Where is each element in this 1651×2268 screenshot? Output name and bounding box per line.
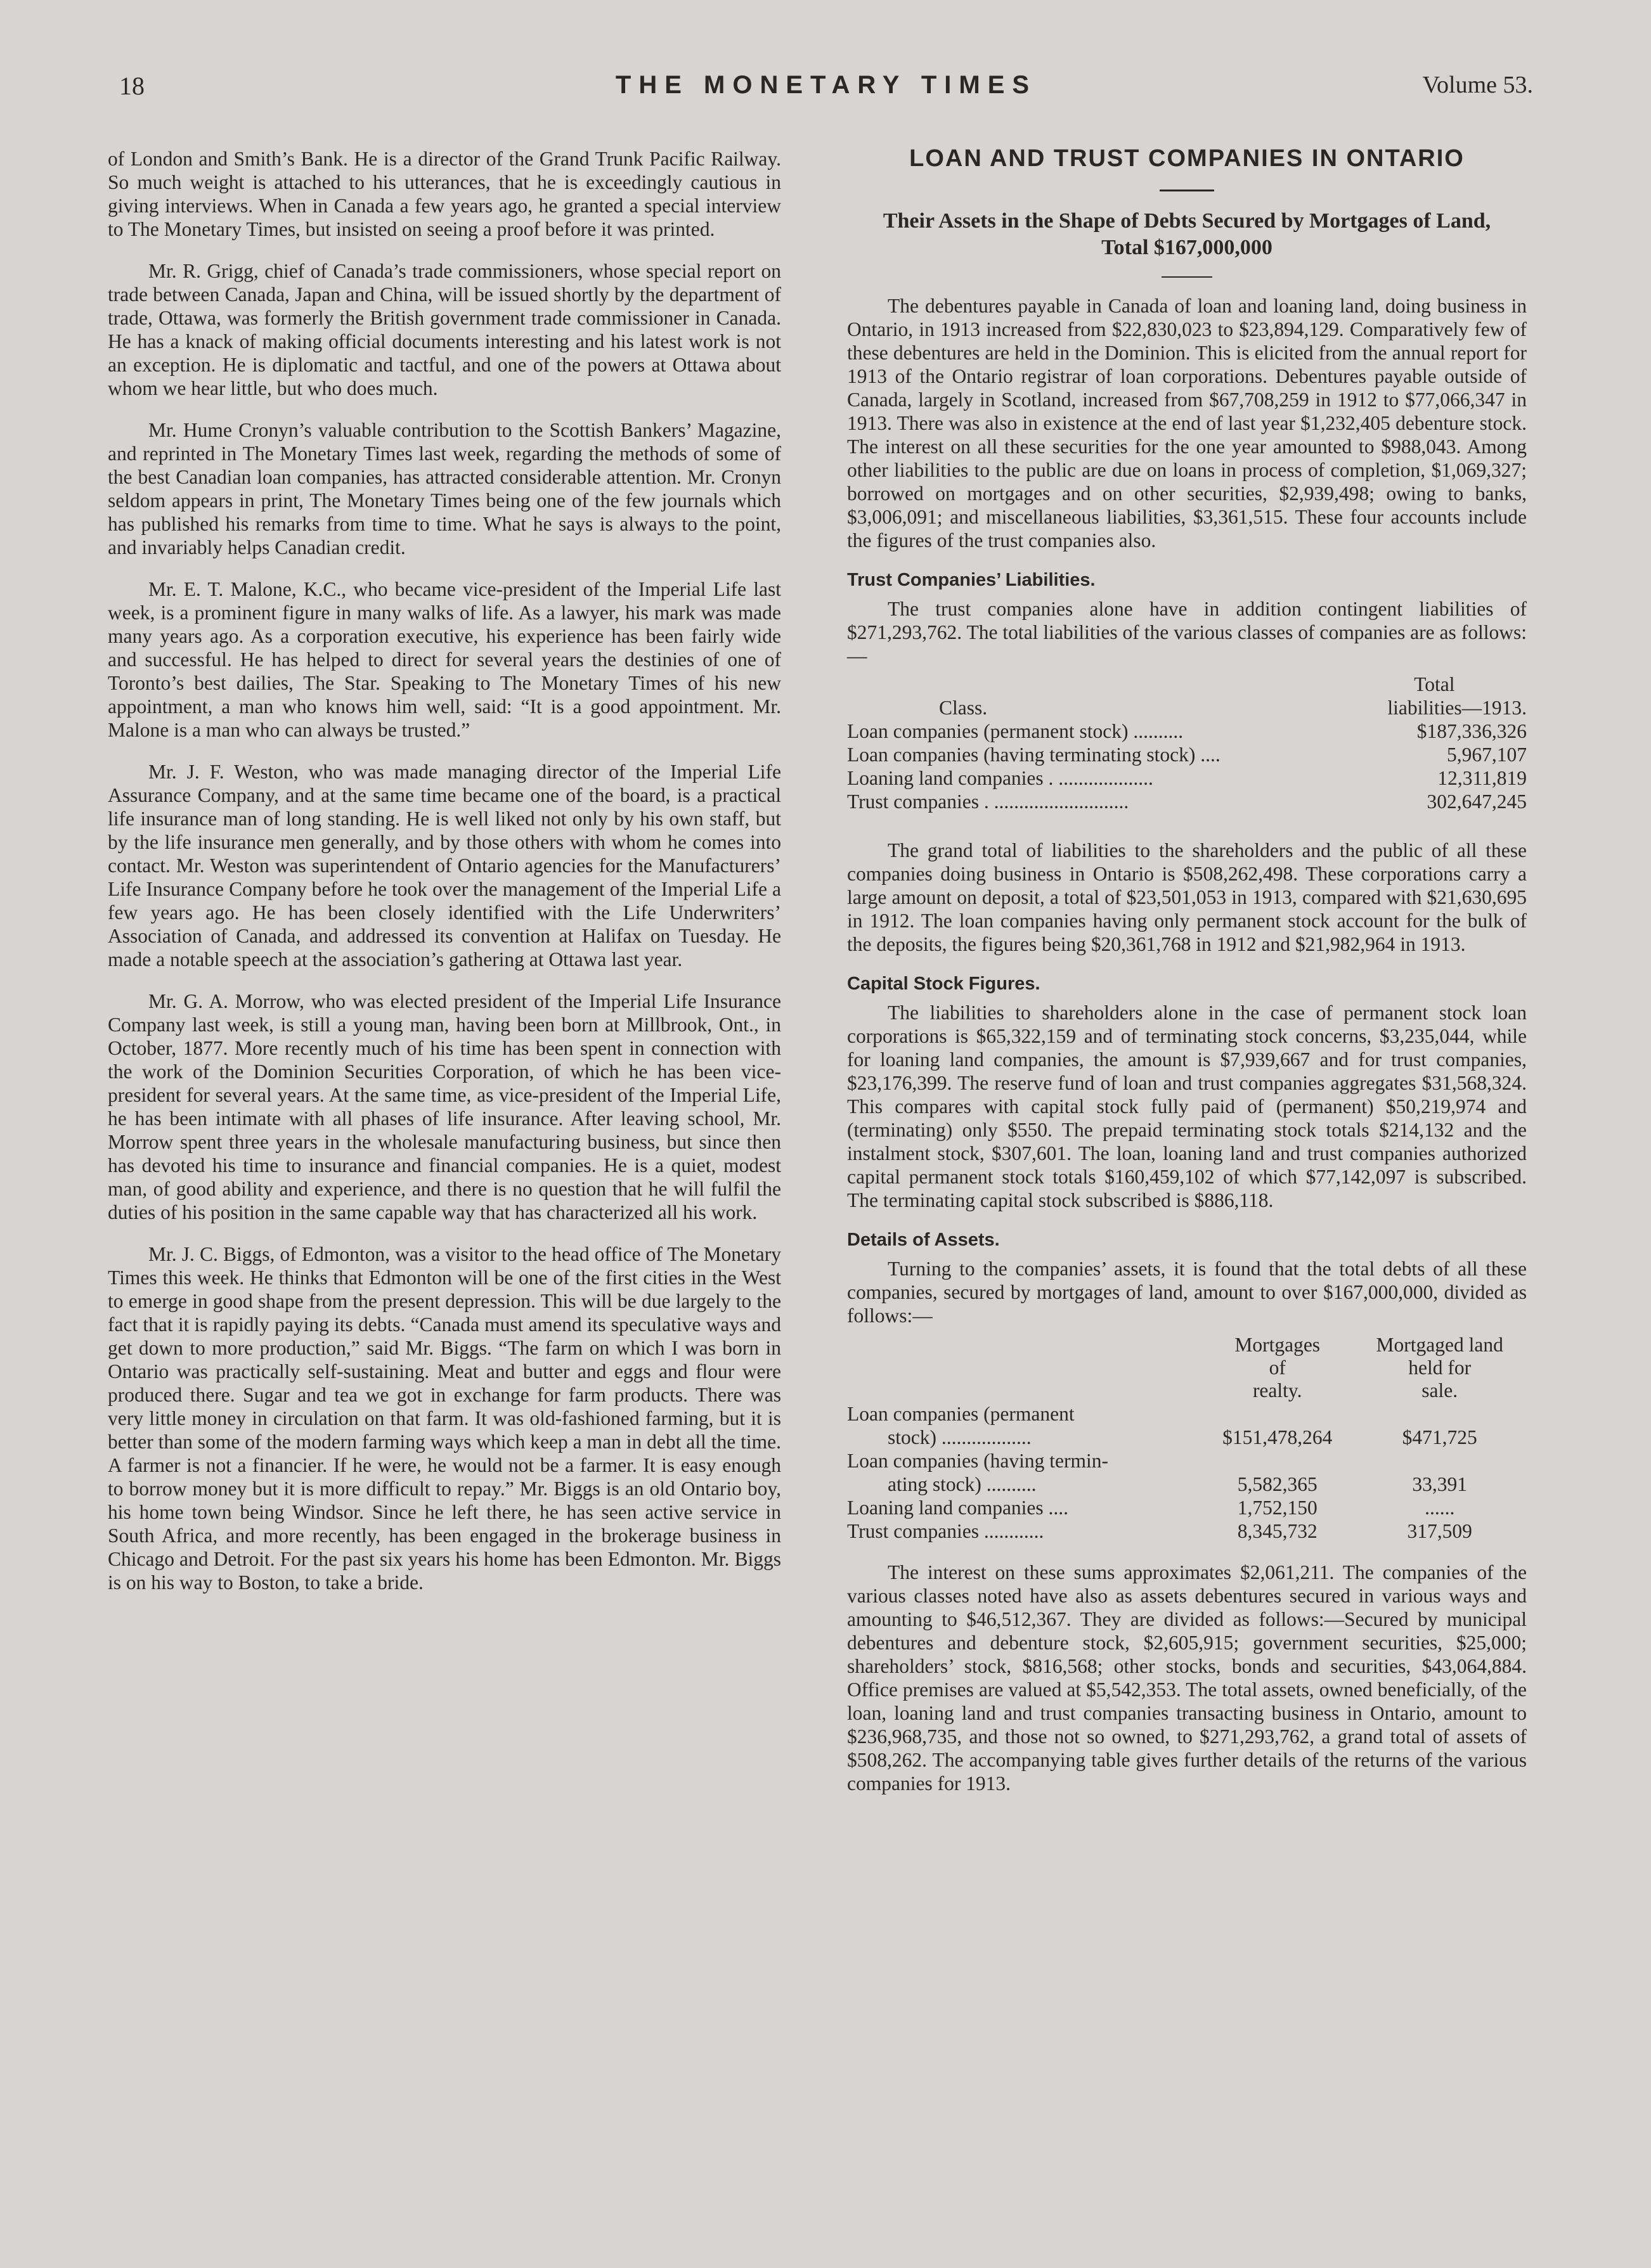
paragraph: Mr. J. F. Weston, who was made managing director of the Imperial Life Assurance Company, and at the same time became one of the board, is a practical life insurance man of long standing. He is well liked not only by his own staff, but by the life insurance men generally, and by those others with whom he comes into contact. Mr. Weston was superintendent of Ontario agencies for the Manufacturers’ Life Insurance Company before he took over the management of the Imperial Life a few years ago. He has been closely identified with the Life Underwriters’ Association of Canada, and addressed its convention at Halifax on Tuesday. He made a notable speech at the association’s gathering at Ottawa last year. — [108, 761, 781, 970]
article-subtitle: Their Assets in the Shape of Debts Secured by Mortgages of Land, Total $167,000,000 — [883, 209, 1491, 259]
land-value: 317,509 — [1407, 1520, 1472, 1542]
table-row — [847, 743, 1527, 766]
table-row — [847, 1402, 1527, 1449]
row-value: $187,336,326 — [1416, 720, 1527, 742]
paragraph: Mr. R. Grigg, chief of Canada’s trade commissioners, whose special report on trade between Canada, Japan and China, will be issued shortly by the department of trade, Ottawa, was formerly the British government trade commissioner in Canada. He has a knack of making official documents interesting and his latest work is not an exception. He is diplomatic and tactful, and one of the powers at Ottawa about whom we hear little, but who does much. — [108, 260, 781, 399]
header-line: sale. — [1421, 1379, 1458, 1401]
mortgages-value: 8,345,732 — [1237, 1520, 1318, 1542]
row-label-line: Loan companies (permanent — [847, 1403, 1075, 1425]
row-label-line: ating stock) .......... — [888, 1473, 1037, 1495]
table-row — [847, 1496, 1527, 1519]
table-row — [847, 790, 1527, 813]
right-column — [847, 147, 1527, 1812]
header-line: Mortgaged land — [1376, 1334, 1503, 1356]
row-value: 12,311,819 — [1437, 767, 1527, 789]
header-line: of — [1269, 1356, 1286, 1379]
left-column — [108, 147, 781, 1613]
row-label: Loaning land companies . ................... — [847, 767, 1153, 789]
row-label — [847, 1402, 1202, 1449]
assets-table — [847, 1334, 1527, 1543]
column-header: liabilities—1913. — [1387, 697, 1527, 719]
liabilities-paragraph: The trust companies alone have in addition contingent liabilities of $271,293,762. The total liabilities of the various classes of companies are as follows:— — [847, 598, 1527, 667]
table-row — [847, 719, 1527, 743]
row-label-line: stock) .................. — [888, 1426, 1032, 1448]
land-value: ...... — [1425, 1497, 1455, 1519]
table-row — [847, 1449, 1527, 1496]
paragraph: Mr. J. C. Biggs, of Edmonton, was a visitor to the head office of The Monetary Times this week. He thinks that Edmonton will be one of the first cities in the West to emerge in good shape from the present depression. This will be due largely to the fact that it is rapidly paying its debts. “Canada must amend its speculative ways and get down to more production,” said Mr. Biggs. “The farm on which I was born in Ontario was practically self-sustaining. Meat and butter and eggs and flour were produced there. Sugar and tea we got in exchange for farm products. There was very little money in circulation on that farm. It was old-fashioned farming, but it is better than some of the modern farming ways which keep a man in debt all the time. A farmer is not a financier. If he were, he would not be a farmer. It is easy enough to borrow money but it is more difficult to repay.” Mr. Biggs is an old Ontario boy, his home town being Windsor. Since he left there, he has seen active service in South Africa, and more recently, has been engaged in the brokerage business in Chicago and Detroit. For the past six years his home has been Edmonton. Mr. Biggs is on his way to Boston, to take a bride. — [108, 1243, 781, 1594]
page-header — [119, 71, 1533, 109]
table-row — [847, 766, 1527, 790]
paragraph: Mr. E. T. Malone, K.C., who became vice-president of the Imperial Life last week, is a prominent figure in many walks of life. As a lawyer, his mark was made many years ago. As a corporation executive, his experience has been fairly wide and successful. He has helped to direct for several years the destinies of one of Toronto’s best dailies, The Star. Speaking to The Monetary Times of his new appointment, a man who knows him well, said: “It is a good appointment. Mr. Malone is a man who can always be trusted.” — [108, 578, 781, 741]
column-header — [1352, 1334, 1527, 1402]
paragraph: of London and Smith’s Bank. He is a director of the Grand Trunk Pacific Railway. So much weight is attached to his utterances, that he is exceedingly cautious in giving interviews. When in Canada a few years ago, he granted a special interview to The Monetary Times, but insisted on seeing a proof before it was printed. — [108, 148, 781, 240]
table-header-row — [847, 696, 1527, 719]
mortgages-value: 5,582,365 — [1237, 1473, 1318, 1495]
header-line: realty. — [1252, 1379, 1302, 1401]
table-header-row — [847, 1334, 1527, 1402]
section-heading-capital: Capital Stock Figures. — [847, 974, 1040, 994]
section-heading-assets: Details of Assets. — [847, 1230, 1000, 1250]
column-header: Total — [1414, 673, 1455, 695]
closing-paragraph: The interest on these sums approximates $2,061,211. The companies of the various classes noted have also as assets debentures secured in various ways and amounting to $46,512,367. They are divided as follows:—Secured by municipal debentures and debenture stock, $2,605,915; government securities, $25,000; shareholders’ stock, $816,568; other stocks, bonds and securities, $43,064,884. Office premises are valued at $5,542,353. The total assets, owned beneficially, of the loan, loaning land and trust companies transacting business in Ontario, amount to $236,968,735, and those not so owned, to $271,293,762, a grand total of assets of $508,262. The accompanying table gives further details of the returns of the various companies for 1913. — [847, 1561, 1527, 1794]
grand-total-paragraph: The grand total of liabilities to the shareholders and the public of all these companies doing business in Ontario is $508,262,498. These corporations carry a large amount on deposit, a total of $23,501,053 in 1913, compared with $21,630,695 in 1912. The loan companies having only permanent stock account for the bulk of the deposits, the figures being $20,361,768 in 1912 and $21,982,964 in 1913. — [847, 839, 1527, 955]
intro-paragraph: The debentures payable in Canada of loan and loaning land, doing business in Ontario, in 1913 increased from $22,830,023 to $23,894,129. Comparatively few of these debentures are held in the Dominion. This is elicited from the annual report for 1913 of the Ontario registrar of loan corporations. Debentures payable outside of Canada, largely in Scotland, increased from $67,708,259 in 1912 to $77,066,347 in 1913. There was also in existence at the end of last year $1,232,405 debenture stock. The interest on all these securities for the one year amounted to $988,043. Among other liabilities to the public are due on loans in process of completion, $1,069,327; borrowed on mortgages and on other securities, $2,939,498; owing to banks, $3,006,091; and miscellaneous liabilities, $3,361,515. These four accounts include the figures of the trust companies also. — [847, 295, 1527, 551]
row-value: 302,647,245 — [1427, 790, 1527, 813]
liabilities-table — [847, 673, 1527, 813]
row-label: Trust companies . ........................... — [847, 790, 1129, 813]
row-label-line: Loan companies (having termin- — [847, 1450, 1108, 1472]
paragraph: Mr. Hume Cronyn’s valuable contribution to the Scottish Bankers’ Magazine, and reprinted in The Monetary Times last week, regarding the methods of some of the best Canadian loan companies, has attracted considerable attention. Mr. Cronyn seldom appears in print, The Monetary Times being one of the few journals which has published his remarks from time to time. What he says is always to the point, and invariably helps Canadian credit. — [108, 419, 781, 558]
row-label: Loan companies (permanent stock) .......... — [847, 720, 1184, 742]
row-label: Loan companies (having terminating stock) .... — [847, 744, 1220, 766]
row-label: Trust companies ............ — [847, 1520, 1044, 1542]
row-label — [847, 1449, 1202, 1496]
article-title: LOAN AND TRUST COMPANIES IN ONTARIO — [909, 145, 1465, 172]
header-line: held for — [1408, 1356, 1472, 1379]
paragraph: Mr. G. A. Morrow, who was elected president of the Imperial Life Insurance Company last week, is still a young man, having been born at Millbrook, Ont., in October, 1877. More recently much of his time has been spent in connection with the work of the Dominion Securities Corporation, of which he has been vice-president for several years. At the same time, as vice-president of the Imperial Life, he has been intimate with all phases of life insurance. After leaving school, Mr. Morrow spent three years in the wholesale manufacturing business, but since then has devoted his time to insurance and financial companies. He is a quiet, modest man, of good ability and experience, and there is no question that he will fulfil the duties of his position in the same capable way that has characterized all his work. — [108, 990, 781, 1223]
assets-paragraph: Turning to the companies’ assets, it is found that the total debts of all these companies, secured by mortgages of land, amount to over $167,000,000, divided as follows:— — [847, 1258, 1527, 1327]
header-line: Mortgages — [1234, 1334, 1321, 1356]
table-row — [847, 1519, 1527, 1543]
column-header: Class. — [939, 697, 988, 719]
mortgages-value: 1,752,150 — [1237, 1497, 1318, 1519]
row-label: Loaning land companies .... — [847, 1497, 1069, 1519]
volume-label: Volume 53. — [1422, 72, 1533, 98]
column-header — [1202, 1334, 1352, 1402]
row-value: 5,967,107 — [1447, 744, 1527, 766]
title-rule — [1160, 190, 1214, 191]
page-number: 18 — [119, 72, 145, 100]
section-heading-liabilities: Trust Companies’ Liabilities. — [847, 570, 1096, 590]
table-header-row — [847, 673, 1527, 696]
land-value: $471,725 — [1402, 1426, 1477, 1448]
mortgages-value: $151,478,264 — [1222, 1426, 1333, 1448]
land-value: 33,391 — [1412, 1473, 1468, 1495]
masthead: THE MONETARY TIMES — [615, 71, 1037, 99]
subtitle-rule — [1162, 276, 1212, 278]
capital-paragraph: The liabilities to shareholders alone in the case of permanent stock loan corporations is $65,322,159 and of terminating stock concerns, $3,235,044, while for loaning land companies, the amount is $7,939,667 and for trust companies, $23,176,399. The reserve fund of loan and trust companies aggregates $31,568,324. This compares with capital stock fully paid of (permanent) $50,219,974 and (terminating) only $550. The prepaid terminating stock totals $214,132 and the instalment stock, $307,601. The loan, loaning land and trust companies authorized capital permanent stock totals $160,459,102 of which $77,142,097 is subscribed. The terminating capital stock subscribed is $886,118. — [847, 1002, 1527, 1211]
